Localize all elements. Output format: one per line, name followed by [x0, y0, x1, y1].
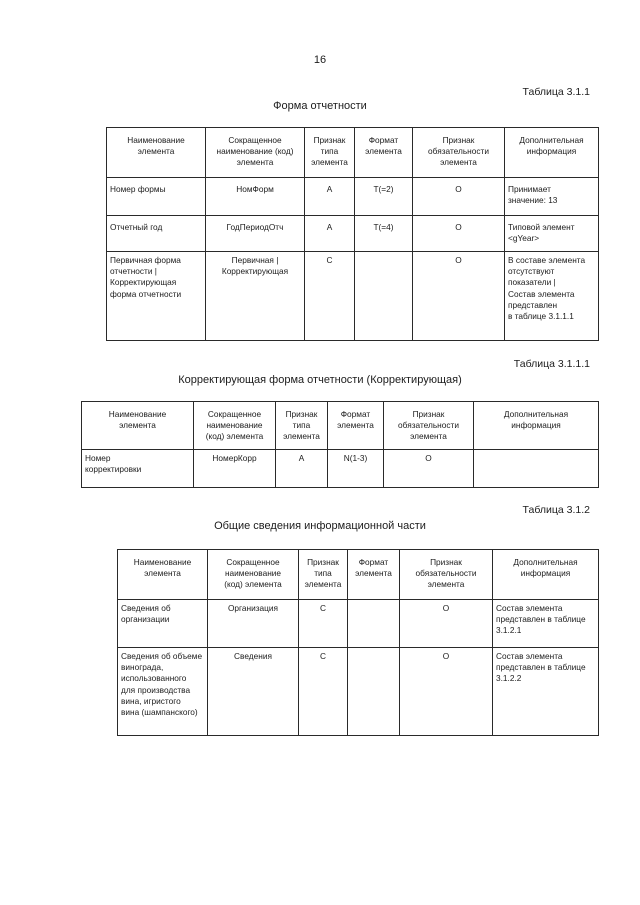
cell-required: О — [400, 600, 493, 648]
cell-format: N(1-3) — [328, 450, 384, 488]
cell-info: Принимает значение: 13 — [505, 178, 599, 216]
header-format: Формат элемента — [328, 402, 384, 450]
cell-name: Номер корректировки — [82, 450, 194, 488]
cell-name: Отчетный год — [107, 216, 206, 252]
table-3-1-2 — [117, 549, 599, 736]
header-name: Наименование элемента — [107, 128, 206, 178]
cell-code: Первичная | Корректирующая — [206, 252, 305, 341]
cell-required: О — [413, 216, 505, 252]
table-row — [118, 648, 599, 736]
table-row — [107, 178, 599, 216]
table-row — [82, 450, 599, 488]
cell-required: О — [384, 450, 474, 488]
header-type: Признак типа элемента — [276, 402, 328, 450]
cell-format — [348, 648, 400, 736]
cell-type: А — [305, 216, 355, 252]
header-required: Признак обязательности элемента — [413, 128, 505, 178]
cell-type: С — [299, 648, 348, 736]
header-type: Признак типа элемента — [305, 128, 355, 178]
cell-format: T(=2) — [355, 178, 413, 216]
table-3-1-2-label: Таблица 3.1.2 — [522, 504, 590, 516]
cell-type: А — [305, 178, 355, 216]
cell-name: Сведения об объеме винограда, использованного для производства вина, игристого вина (шампанского) — [118, 648, 208, 736]
cell-required: О — [413, 178, 505, 216]
cell-info: Состав элемента представлен в таблице 3.1.2.1 — [493, 600, 599, 648]
table-3-1-1-title: Форма отчетности — [273, 100, 367, 112]
header-info: Дополнительная информация — [493, 550, 599, 600]
header-format: Формат элемента — [348, 550, 400, 600]
header-required: Признак обязательности элемента — [400, 550, 493, 600]
cell-type: С — [305, 252, 355, 341]
header-required: Признак обязательности элемента — [384, 402, 474, 450]
table-header-row — [82, 402, 599, 450]
header-info: Дополнительная информация — [474, 402, 599, 450]
header-info: Дополнительная информация — [505, 128, 599, 178]
cell-format — [355, 252, 413, 341]
table-3-1-1-label: Таблица 3.1.1 — [522, 86, 590, 98]
cell-name: Сведения об организации — [118, 600, 208, 648]
cell-required: О — [413, 252, 505, 341]
cell-required: О — [400, 648, 493, 736]
table-header-row — [118, 550, 599, 600]
header-code: Сокращенное наименование (код) элемента — [194, 402, 276, 450]
cell-code: Организация — [208, 600, 299, 648]
table-3-1-1-1-title: Корректирующая форма отчетности (Корректирующая) — [178, 374, 462, 386]
header-name: Наименование элемента — [118, 550, 208, 600]
header-name: Наименование элемента — [82, 402, 194, 450]
cell-code: НомерКорр — [194, 450, 276, 488]
cell-format: T(=4) — [355, 216, 413, 252]
cell-info — [474, 450, 599, 488]
table-row — [118, 600, 599, 648]
page-number: 16 — [313, 54, 327, 66]
cell-name: Первичная форма отчетности | Корректирующая форма отчетности — [107, 252, 206, 341]
cell-type: С — [299, 600, 348, 648]
cell-name: Номер формы — [107, 178, 206, 216]
cell-code: Сведения — [208, 648, 299, 736]
cell-info: Состав элемента представлен в таблице 3.1.2.2 — [493, 648, 599, 736]
cell-code: НомФорм — [206, 178, 305, 216]
cell-type: А — [276, 450, 328, 488]
header-format: Формат элемента — [355, 128, 413, 178]
cell-format — [348, 600, 400, 648]
table-3-1-1-1-label: Таблица 3.1.1.1 — [513, 358, 590, 370]
cell-code: ГодПериодОтч — [206, 216, 305, 252]
header-code: Сокращенное наименование (код) элемента — [206, 128, 305, 178]
table-row — [107, 216, 599, 252]
table-row — [107, 252, 599, 341]
table-3-1-1 — [106, 127, 599, 341]
table-3-1-1-1 — [81, 401, 599, 488]
cell-info: В составе элемента отсутствуют показатели | Состав элемента представлен в таблице 3.1.1.1 — [505, 252, 599, 341]
header-code: Сокращенное наименование (код) элемента — [208, 550, 299, 600]
header-type: Признак типа элемента — [299, 550, 348, 600]
table-header-row — [107, 128, 599, 178]
cell-info: Типовой элемент <gYear> — [505, 216, 599, 252]
table-3-1-2-title: Общие сведения информационной части — [214, 520, 426, 532]
